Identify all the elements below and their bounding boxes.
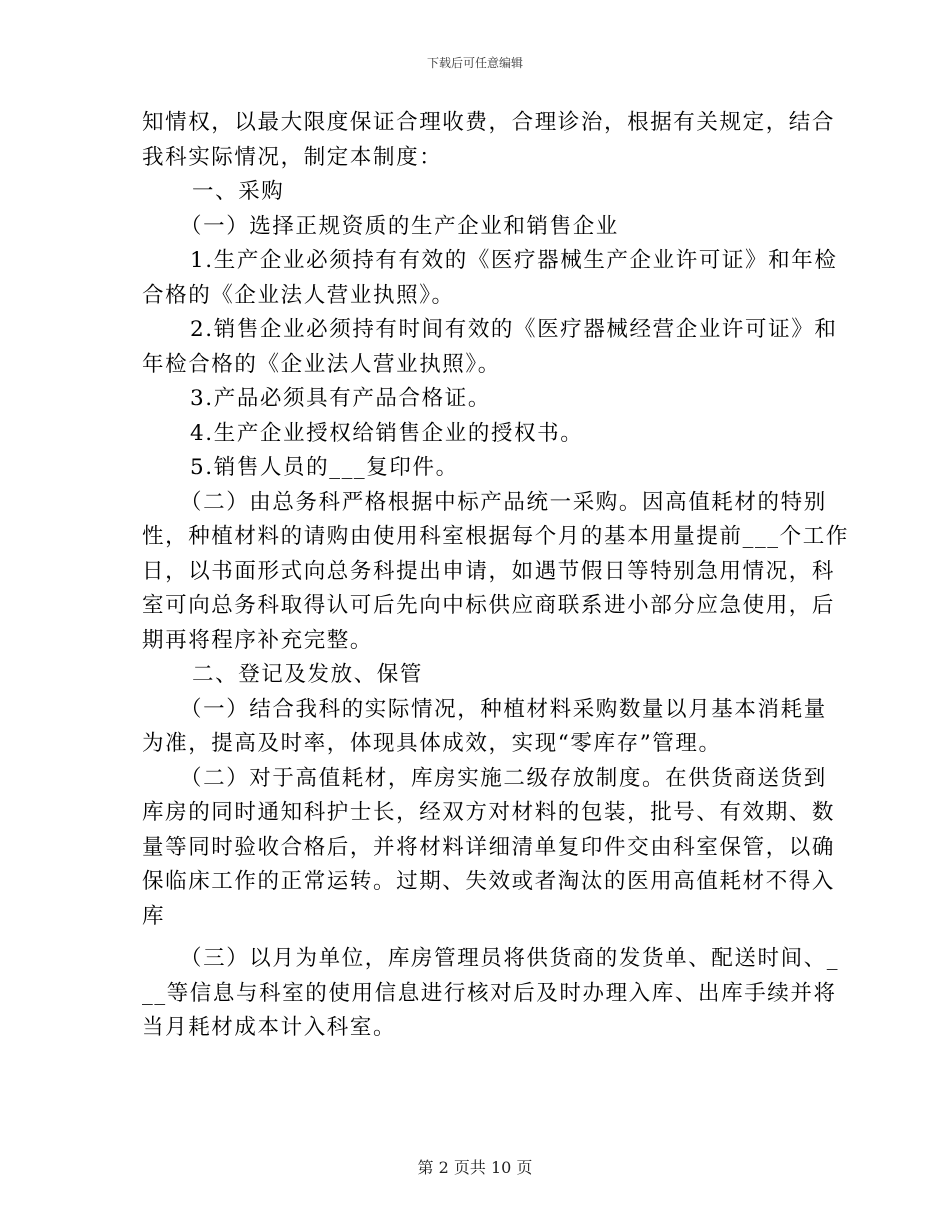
paragraph-line: 合格的《企业法人营业执照》。 <box>142 282 455 308</box>
paragraph-line: 年检合格的《企业法人营业执照》。 <box>142 351 501 377</box>
paragraph-line: 保临床工作的正常运转。过期、失效或者淘汰的医用高值耗材不得入 <box>142 869 836 894</box>
paragraph-gap <box>142 934 810 942</box>
section-heading: 一、采购 <box>192 179 285 204</box>
list-item: 1.生产企业必须持有有效的《医疗器械生产企业许可证》和年检 <box>190 248 838 273</box>
paragraph-line: （三）以月为单位，库房管理员将供货商的发货单、配送时间、_ <box>180 946 840 971</box>
paragraph-line: （一）结合我科的实际情况，种植材料采购数量以月基本消耗量 <box>180 696 827 722</box>
paragraph-line: （二）由总务科严格根据中标产品统一采购。因高值耗材的特别 <box>180 489 827 515</box>
paragraph-line: 日，以书面形式向总务科提出申请，如遇节假日等特别急用情况，科 <box>142 558 836 584</box>
subsection-heading: （一）选择正规资质的生产企业和销售企业 <box>180 213 619 239</box>
paragraph-line: 室可向总务科取得认可后先向中标供应商联系进小部分应急使用，后 <box>142 593 836 618</box>
paragraph-line: 期再将程序补充完整。 <box>142 627 374 653</box>
list-item: 3.产品必须具有产品合格证。 <box>190 386 491 411</box>
paragraph-line: 我科实际情况，制定本制度： <box>142 144 443 170</box>
paragraph-line: 库房的同时通知科护士长，经双方对材料的包装，批号、有效期、数 <box>142 800 836 825</box>
paragraph-line: 当月耗材成本计入科室。 <box>142 1015 397 1040</box>
paragraph-line: 库 <box>142 903 166 929</box>
list-item: 5.销售人员的___复印件。 <box>190 455 459 480</box>
page-footer: 第 2 页共 10 页 <box>417 1158 533 1177</box>
list-item: 4.生产企业授权给销售企业的授权书。 <box>190 420 584 446</box>
paragraph-line: 性，种植材料的请购由使用科室根据每个月的基本用量提前___个工作 <box>142 524 849 549</box>
section-heading: 二、登记及发放、保管 <box>192 662 424 687</box>
document-body <box>142 106 849 1046</box>
page-header: 下载后可任意编辑 <box>426 56 523 70</box>
paragraph-line: （二）对于高值耗材，库房实施二级存放制度。在供货商送货到 <box>180 765 827 791</box>
paragraph-line: 量等同时验收合格后，并将材料详细清单复印件交由科室保管，以确 <box>142 834 836 860</box>
paragraph-line: 为准，提高及时率，体现具体成效，实现“零库存”管理。 <box>142 731 722 756</box>
paragraph-line: __等信息与科室的使用信息进行核对后及时办理入库、出库手续并将 <box>142 980 837 1006</box>
paragraph-line: 知情权，以最大限度保证合理收费，合理诊治，根据有关规定，结合 <box>142 110 836 135</box>
list-item: 2.销售企业必须持有时间有效的《医疗器械经营企业许可证》和 <box>190 317 838 342</box>
